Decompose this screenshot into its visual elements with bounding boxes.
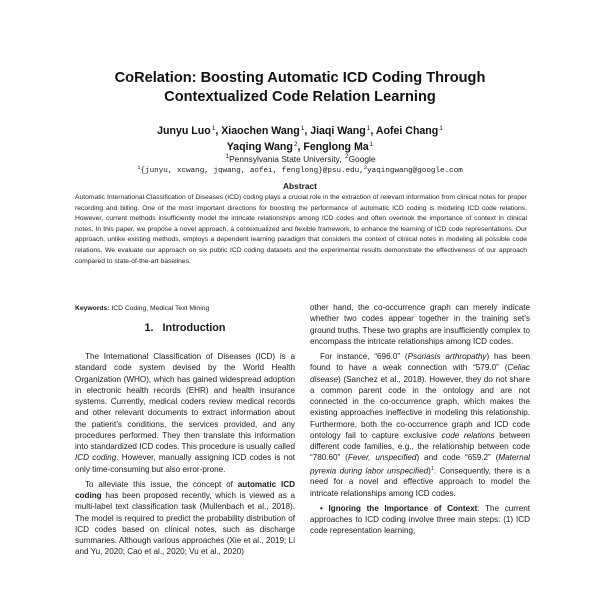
abstract-text: Automatic International Classification of Diseases (ICD) coding plays a crucial role in the extraction of relevant information from clinical notes for proper recording and billing. One of the most important directions for boosting the performance of automatic ICD coding is modeling ICD code relations. However, current methods insufficiently model the intricate relationships among ICD codes and often overlook the importance of context in clinical notes. In this paper, we propose a novel approach, a contextualized and flexible framework, to enhance the learning of ICD code representations. Our approach, unlike existing methods, employs a dependent learning paradigm that considers the context of clinical notes in modeling all possible code relations. We evaluate our approach on six public ICD coding datasets and the experimental results demonstrate the effectiveness of our approach compared to state-of-the-art baselines. bbox=[75, 194, 527, 265]
paragraph-text: ) has been found to have a weak connection with “579.0” ( bbox=[310, 352, 530, 373]
paragraph-italic: Psoriasis arthropathy bbox=[407, 352, 487, 361]
left-column bbox=[75, 351, 295, 558]
email-group-1: {junyu, xcwang, jqwang, aofei, fenglong}@psu.edu, bbox=[140, 167, 364, 175]
intro-paragraph-3: other hand, the co-occurrence graph can merely indicate whether two codes appear together in the training set’s ground truths. These two graphs are insufficiently complex to encompass the intricate relationships among ICD codes. bbox=[310, 303, 530, 346]
paragraph-text: between different code families, e.g., the relationship between code “780.60” ( bbox=[310, 430, 530, 463]
intro-paragraph-4 bbox=[310, 351, 530, 499]
email-group-2: yaqingwang@google.com bbox=[367, 167, 463, 175]
bullet-text: : The current approaches to ICD coding involve three main steps: (1) ICD code representation learning, bbox=[310, 503, 530, 536]
affiliation-mark: 1 bbox=[225, 153, 230, 160]
affiliation-2: Google bbox=[348, 154, 376, 164]
abstract-heading: Abstract bbox=[283, 181, 317, 191]
paragraph-text: . However, manually assigning ICD codes is not only time-consuming but also error-prone. bbox=[75, 453, 295, 474]
paragraph-italic: Maternal pyrexia during labor unspecified bbox=[310, 453, 530, 476]
paragraph-italic: ICD coding bbox=[75, 453, 117, 463]
author-name: Junyu Luo bbox=[157, 125, 211, 137]
email-mark: 1 bbox=[137, 164, 141, 171]
paragraph-text: ) and code “659.2” ( bbox=[416, 453, 499, 463]
bullet-icon: • bbox=[320, 503, 323, 513]
keywords-label: Keywords: bbox=[75, 305, 110, 312]
title-line-2: Contextualized Code Relation Learning bbox=[164, 89, 436, 105]
section-number: 1. bbox=[144, 322, 154, 334]
author-line-2: Yaqing Wang$^2$, Fenglong Ma$^1$ bbox=[226, 141, 374, 153]
paragraph-italic: Fever, unspecified bbox=[347, 453, 417, 463]
paragraph-text: The International Classification of Diseases (ICD) is a standard code system devised by the World Health Organization (WHO), which has gained widespread adoption in electronic health records (EHR) and health insurance systems. Currently, medical coders review medical records and other relevant documents to extract information about the patient’s conditions, the services provided, and any procedures performed. They then translate this information into standardized ICD codes. This procedure is usually called bbox=[75, 352, 295, 451]
author-name: Aofei Chang bbox=[375, 125, 439, 137]
intro-paragraph-1 bbox=[75, 351, 295, 475]
intro-paragraph-2 bbox=[75, 479, 295, 558]
author-emails bbox=[40, 162, 560, 177]
paragraph-text: ) bbox=[428, 466, 431, 476]
author-name: Yaqing Wang bbox=[226, 141, 293, 153]
author-affiliation-mark: 1 bbox=[300, 125, 305, 132]
paragraph-text: For instance, “696.0” ( bbox=[320, 352, 408, 361]
paragraph-text: ) (Sanchez et al., 2018). However, they do not share a common parent code in the ontology and are not connected in the co-occurrence graph, which makes the existing approaches ineffective in modeling this relationship. Furthermore, both the co-occurrence graph and ICD code ontology fail to capture exclusive bbox=[310, 374, 530, 440]
author-affiliation-mark: 1 bbox=[439, 125, 443, 132]
author-list bbox=[60, 122, 540, 154]
affiliation-1: Pennsylvania State University, bbox=[229, 154, 344, 164]
author-name: Jiaqi Wang bbox=[310, 125, 366, 137]
bullet-heading: Ignoring the Importance of Context bbox=[328, 503, 478, 513]
footnote-mark[interactable]: 1 bbox=[430, 465, 434, 472]
author-name: Xiaochen Wang bbox=[221, 125, 300, 137]
paragraph-bold: automatic ICD coding bbox=[75, 479, 295, 500]
paragraph-italic: code relations bbox=[441, 430, 495, 440]
title-line-1: CoRelation: Boosting Automatic ICD Coding Through bbox=[114, 70, 486, 86]
affiliation-mark: 2 bbox=[344, 153, 349, 160]
paragraph-text: To alleviate this issue, the concept of bbox=[85, 479, 238, 489]
author-affiliation-mark: 2 bbox=[293, 141, 298, 148]
author-line-1: Junyu Luo$^1$, Xiaochen Wang$^1$, Jiaqi Wang$^1$, Aofei Chang$^1$ bbox=[157, 125, 443, 137]
right-column bbox=[310, 302, 530, 537]
author-affiliation-mark: 1 bbox=[211, 125, 216, 132]
author-affiliation-mark: 1 bbox=[366, 125, 371, 132]
bullet-item bbox=[310, 503, 530, 537]
paper-title bbox=[60, 69, 540, 107]
author-name: Fenglong Ma bbox=[303, 141, 369, 153]
keywords-text: ICD Coding, Medical Text Mining bbox=[111, 305, 210, 312]
paragraph-text: has been proposed recently, which is viewed as a multi-label text classification task (Mullenbach et al., 2018). The model is required to predict the probability distribution of ICD codes based on clinical notes, such as discharge summaries. Although various approaches (Xie et al., 2019; Li and Yu, 2020; Cao et al., 2020; Vu et al., 2020) bbox=[75, 491, 295, 557]
section-title: Introduction bbox=[162, 322, 226, 334]
email-mark: 2 bbox=[363, 164, 368, 171]
section-heading bbox=[75, 321, 295, 335]
paragraph-text: . Consequently, there is a need for a novel and effective approach to model the intricate relationships among ICD codes. bbox=[310, 466, 530, 498]
author-affiliation-mark: 1 bbox=[369, 141, 374, 148]
paragraph-italic: Celiac disease bbox=[310, 363, 530, 384]
